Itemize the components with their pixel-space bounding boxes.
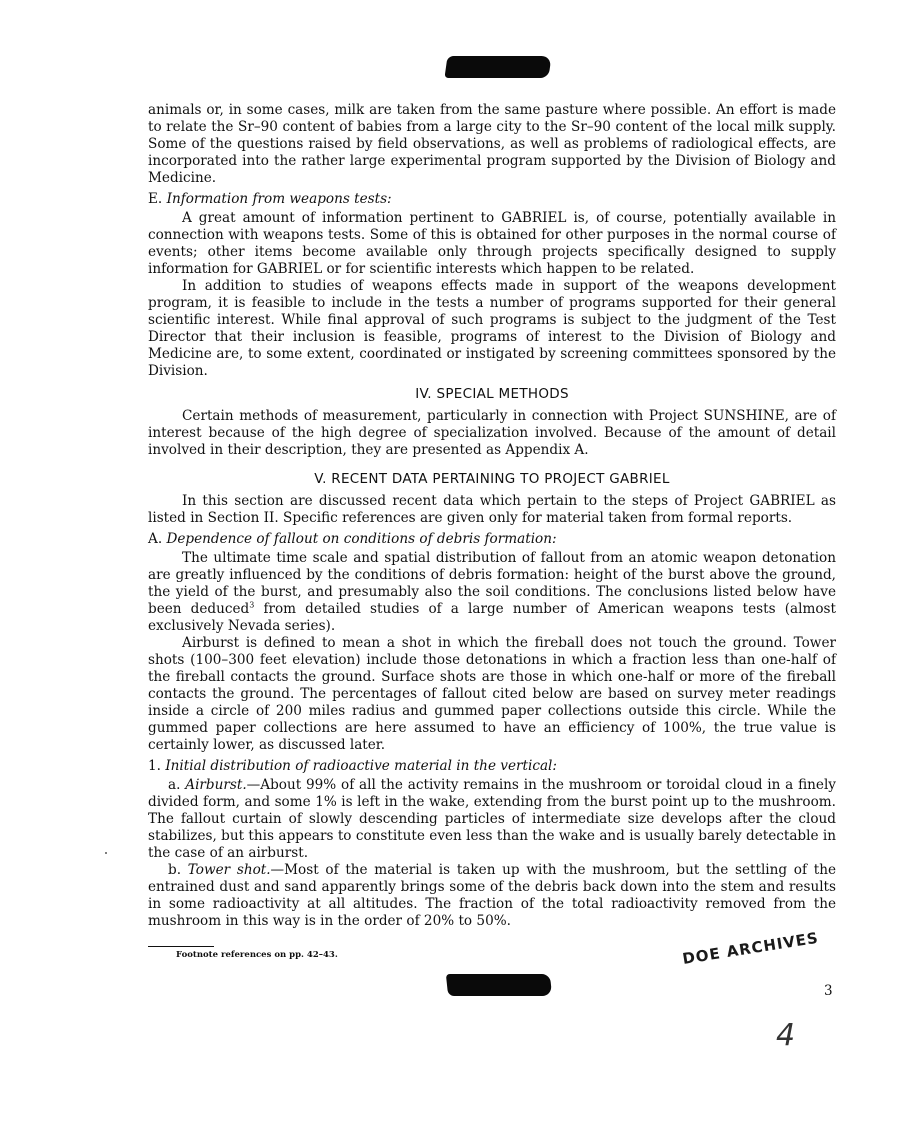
item-1b-title: Tower shot. xyxy=(187,862,271,878)
section-v-title: V. RECENT DATA PERTAINING TO PROJECT GABRIEL xyxy=(314,471,670,487)
footnote-rule xyxy=(148,946,214,947)
item-1b-paragraph xyxy=(148,862,836,930)
section-d-continuation: animals or, in some cases, milk are taken from the same pasture where possible. An effort is made to relate the Sr–90 content of babies from a large city to the Sr–90 content of the local milk supply. Some of the questions raised by field observations, as well as problems of radiological effects, are incorporated into the rather large experimental program supported by the Division of Biology and Medicine. xyxy=(148,102,836,186)
scan-speck xyxy=(105,852,107,854)
redaction-bar-top xyxy=(444,56,551,78)
section-iv-paragraph: Certain methods of measurement, particularly in connection with Project SUNSHINE, are of interest because of the high degree of specialization involved. Because of the amount of detail involved in their description, they are presented as Appendix A. xyxy=(148,408,836,458)
item-1-heading xyxy=(148,758,836,775)
archive-stamp: DOE ARCHIVES xyxy=(681,928,820,968)
item-1b-text: —Most of the material is taken up with the mushroom, but the settling of the entrained dust and sand apparently brings some of the debris back down into the stem and results in some radioactivity at all altitudes. The fraction of the total radioactivity removed from the mushroom in this way is in the order of 20% to 50%. xyxy=(148,862,836,929)
footnote: Footnote references on pp. 42–43. xyxy=(176,950,338,960)
subsection-a-p1-text-cont: from detailed studies of a large number of American weapons tests (almost exclusively Nevada series). xyxy=(148,601,836,634)
item-1b-label: b. xyxy=(168,862,182,878)
item-1a-paragraph xyxy=(148,777,836,862)
item-1a-text: —About 99% of all the activity remains in the mushroom or toroidal cloud in a finely divided form, and some 1% is left in the wake, extending from the burst point up to the mushroom. The fallout curtain of slowly descending particles of intermediate size develops after the cloud stabilizes, but this appears to constitute even less than the wake and is usually barely detectable in the case of an airburst. xyxy=(148,777,836,861)
reference-superscript: 3 xyxy=(249,600,255,610)
section-v-intro: In this section are discussed recent data which pertain to the steps of Project GABRIEL as listed in Section II. Specific references are given only for material taken from formal reports. xyxy=(148,493,836,526)
item-1-title: Initial distribution of radioactive material in the vertical: xyxy=(165,758,557,774)
subsection-a-title: Dependence of fallout on conditions of debris formation: xyxy=(166,531,557,547)
handwritten-page-mark: 4 xyxy=(776,1018,796,1053)
page-number: 3 xyxy=(824,983,833,999)
redaction-bar-bottom xyxy=(446,974,552,996)
subsection-a-heading xyxy=(148,531,836,548)
subsection-a-letter: A. xyxy=(148,531,163,547)
section-e-paragraph-2: In addition to studies of weapons effects made in support of the weapons development program, it is feasible to include in the tests a number of programs supported for their general scientific interest. While final approval of such programs is subject to the judgment of the Test Director that their inclusion is feasible, programs of interest to the Division of Biology and Medicine are, to some extent, coordinated or instigated by screening committees sponsored by the Division. xyxy=(148,278,836,379)
item-1a-label: a. xyxy=(168,777,181,793)
item-1a-title: Airburst. xyxy=(185,777,247,793)
subsection-a-paragraph-2: Airburst is defined to mean a shot in which the fireball does not touch the ground. Tower shots (100–300 feet elevation) include those detonations in which a fraction less than one-half of the fireball contacts the ground. Surface shots are those in which one-half or more of the fireball contacts the ground. The percentages of fallout cited below are based on survey meter readings inside a circle of 200 miles radius and gummed paper collections outside this circle. While the gummed paper collections are here assumed to have an efficiency of 100%, the true value is certainly lower, as discussed later. xyxy=(148,635,836,753)
section-e-paragraph-1: A great amount of information pertinent to GABRIEL is, of course, potentially available in connection with weapons tests. Some of this is obtained for other purposes in the normal course of events; other items become available only through projects specifically designed to supply information for GABRIEL or for scientific interests which happen to be related. xyxy=(148,210,836,277)
subsection-a-p1-text: The ultimate time scale and spatial distribution of fallout from an atomic weapon detonation are greatly influenced by the conditions of debris formation: height of the burst above the ground, the yield of the burst, and presumably also the soil conditions. The conclusions listed below have been deduced xyxy=(148,550,836,617)
subsection-a-paragraph-1 xyxy=(148,550,836,635)
section-iv-title: IV. SPECIAL METHODS xyxy=(415,386,569,402)
document-body xyxy=(148,102,836,930)
section-e-title: Information from weapons tests: xyxy=(166,191,392,207)
item-1-number: 1. xyxy=(148,758,161,774)
section-e-heading xyxy=(148,191,836,208)
section-e-letter: E. xyxy=(148,191,163,207)
